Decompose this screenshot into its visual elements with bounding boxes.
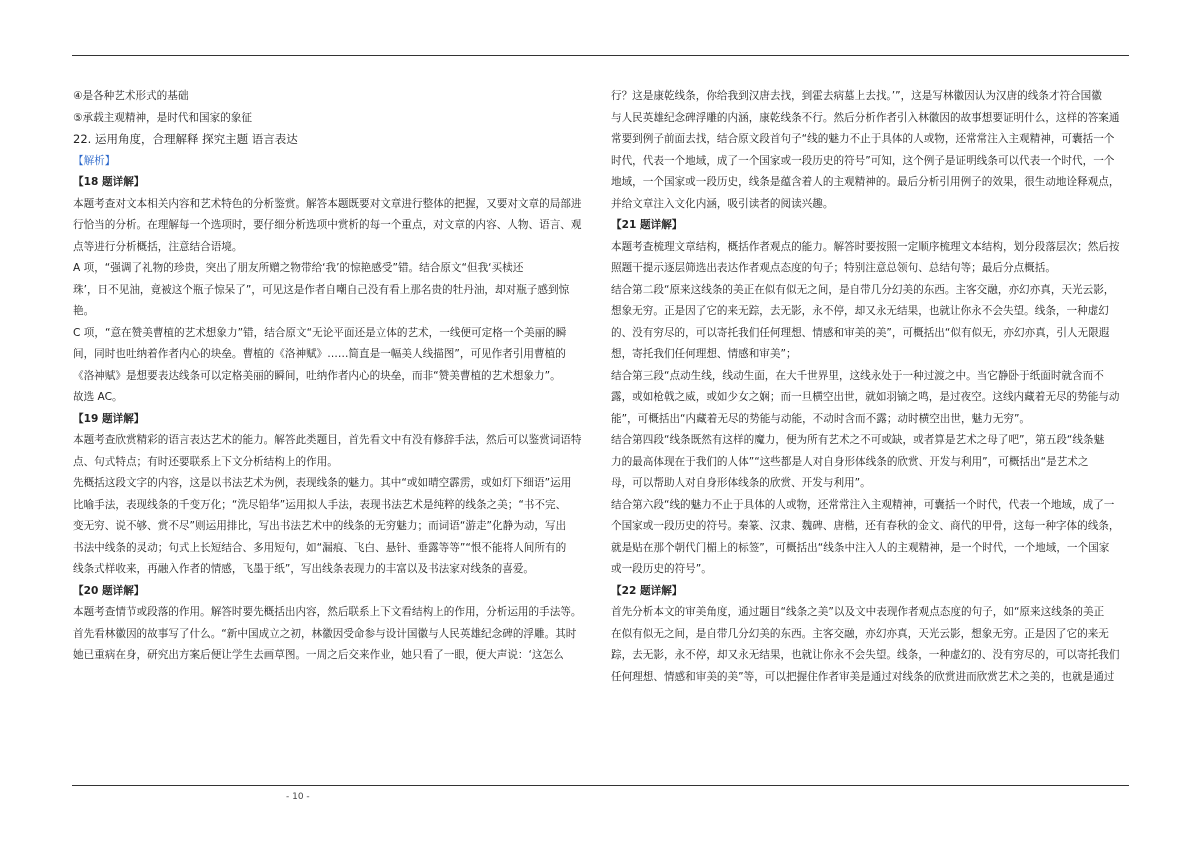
section-heading: 【19 题详解】 xyxy=(73,412,145,425)
text-line: 露，或如枪戟之威，或如少女之娴；而一旦横空出世，就如羽镝之鸣，是过夜空。这线内藏着无尽的势能与动 xyxy=(611,391,1120,403)
text-line: 个国家或一段历史的符号。秦篆、汉隶、魏碑、唐楷，还有春秋的金文、商代的甲骨，这每一种字体的线条， xyxy=(611,520,1120,532)
text-line: 首先看林徽因的故事写了什么。“新中国成立之初，林徽因受命参与设计国徽与人民英雄纪念碑的浮雕。其时 xyxy=(73,627,577,640)
text-line: 在似有似无之间，是自带几分幻美的东西。主客交融，亦幻亦真，天光云影，想象无穷。正是因了它的来无 xyxy=(611,627,1109,640)
text-line: 珠’，日不见油，竟被这个瓶子惊呆了”，可见这是作者自嘲自己没有看上那名贵的牡丹油，却对瓶子感到惊 xyxy=(73,283,570,296)
text-line: 想象无穷。正是因了它的来无踪，去无影，永不停，却又永无结果，也就让你永不会失望。线条，一种虚幻 xyxy=(611,305,1109,317)
text-line: 结合第二段“原来这线条的美正在似有似无之间，是自带几分幻美的东西。主客交融，亦幻亦真，天光云影， xyxy=(611,283,1115,296)
text-line: 常要到例子前面去找，结合原文段首句子“线的魅力不止于具体的人或物，还常常注入主观精神，可囊括一个 xyxy=(611,133,1115,145)
section-heading: 【21 题详解】 xyxy=(611,219,683,231)
text-line: 故选 AC。 xyxy=(73,391,123,403)
text-line: 行恰当的分析。在理解每一个选项时，要仔细分析选项中赏析的每一个重点，对文章的内容、人物、语言、观 xyxy=(73,219,582,231)
page-number: - 10 - xyxy=(286,792,310,802)
analysis-label: 【解析】 xyxy=(73,154,116,167)
text-line: 本题考查情节或段落的作用。解答时要先概括出内容，然后联系上下文看结构上的作用，分析运用的手法等。 xyxy=(73,606,582,618)
footer-rule xyxy=(72,785,1129,786)
text-line: 的、没有穷尽的，可以寄托我们任何理想、情感和审美的美”，可概括出“似有似无，亦幻亦真，引人无限遐 xyxy=(611,326,1110,339)
text-line: 任何理想、情感和审美的美”等，可以把握住作者审美是通过对线条的欣赏进而欣赏艺术之美的，也就是通过 xyxy=(611,670,1115,683)
text-line: 间，同时也吐纳着作者内心的块垒。曹植的《洛神赋》……简直是一幅美人线描图”，可见作者引用曹植的 xyxy=(73,348,566,360)
header-rule xyxy=(72,55,1129,56)
text-line: 母，可以帮助人对自身形体线条的欣赏、开发与利用”。 xyxy=(611,477,871,489)
text-line: 踪，去无影，永不停，却又永无结果，也就让你永不会失望。线条，一种虚幻的、没有穷尽的，可以寄托我们 xyxy=(611,649,1120,661)
text-line: 与人民英雄纪念碑浮雕的内涵，康乾线条不行。然后分析作者引入林徽因的故事想要证明什么，这样的答案通 xyxy=(611,111,1120,124)
text-line: 时代，代表一个地域，成了一个国家或一段历史的符号”可知，这个例子是证明线条可以代表一个时代，一个 xyxy=(611,154,1115,167)
text-line: 结合第四段“线条既然有这样的魔力，便为所有艺术之不可或缺，或者算是艺术之母了吧”，第五段“线条魅 xyxy=(611,434,1105,446)
text-line: 本题考查梳理文章结构，概括作者观点的能力。解答时要按照一定顺序梳理文本结构，划分段落层次；然后按 xyxy=(611,240,1120,253)
text-line: 线条式样收来，再融入作者的情感，飞墨于纸”，写出线条表现力的丰富以及书法家对线条的喜爱。 xyxy=(73,563,535,575)
text-line: 结合第六段“线的魅力不止于具体的人或物，还常常注入主观精神，可囊括一个时代，代表一个地域，成了一 xyxy=(611,498,1115,511)
right-column xyxy=(611,86,1127,688)
text-line: 点、句式特点；有时还要联系上下文分析结构上的作用。 xyxy=(73,455,338,468)
text-line: A 项，“强调了礼物的珍贵，突出了朋友所赠之物带给‘我’的惊艳感受”错。结合原文“但我‘买椟还 xyxy=(73,262,524,274)
section-heading: 【22 题详解】 xyxy=(611,584,683,597)
text-line: 书法中线条的灵动；句式上长短结合、多用短句，如“漏痕、飞白、悬针、垂露等等”“恨不能将人间所有的 xyxy=(73,541,567,554)
text-line: 艳。 xyxy=(73,305,95,317)
text-line: 《洛神赋》是想要表达线条可以定格美丽的瞬间，吐纳作者内心的块垒，而非“赞美曹植的艺术想象力”。 xyxy=(73,369,561,382)
text-line: 她已重病在身，研究出方案后便让学生去画草图。一周之后交来作业，她只看了一眼，便大声说：‘这怎么 xyxy=(73,649,564,661)
text-line: 或一段历史的符号”。 xyxy=(611,563,712,575)
section-heading: 【20 题详解】 xyxy=(73,584,145,597)
text-line: 本题考查对文本相关内容和艺术特色的分析鉴赏。解答本题既要对文章进行整体的把握，又要对文章的局部进 xyxy=(73,197,582,210)
text-line: 先概括这段文字的内容，这是以书法艺术为例，表现线条的魅力。其中“或如晴空霹雳，或如灯下细语”运用 xyxy=(73,477,572,489)
text-line: 并给文章注入文化内涵，吸引读者的阅读兴趣。 xyxy=(611,197,834,210)
text-line: ⑤承载主观精神，是时代和国家的象征 xyxy=(73,111,252,124)
text-line: C 项，“意在赞美曹植的艺术想象力”错，结合原文“无论平面还是立体的艺术，一线便可定格一个美丽的瞬 xyxy=(73,326,567,339)
text-line: 力的最高体现在于我们的人体”“这些都是人对自身形体线条的欣赏、开发与利用”，可概括出“是艺术之 xyxy=(611,455,1089,468)
text-line: 首先分析本文的审美角度，通过题目“线条之美”以及文中表现作者观点态度的句子，如“原来这线条的美正 xyxy=(611,606,1105,618)
section-heading: 【18 题详解】 xyxy=(73,176,145,188)
text-line: 行？这是康乾线条，你给我到汉唐去找，到霍去病墓上去找。’”，这是写林徽因认为汉唐的线条才符合国徽 xyxy=(611,90,1102,102)
text-line: 本题考查欣赏精彩的语言表达艺术的能力。解答此类题目，首先看文中有没有修辞手法，然后可以鉴赏词语特 xyxy=(73,434,582,446)
text-line: 能”，可概括出“内藏着无尽的势能与动能，不动时含而不露；动时横空出世，魅力无穷”。 xyxy=(611,412,1031,425)
text-line: 地域，一个国家或一段历史，线条是蕴含着人的主观精神的。最后分析引用例子的效果，很生动地诠释观点， xyxy=(611,176,1120,188)
text-line: 想，寄托我们任何理想、情感和审美”； xyxy=(611,348,797,360)
text-line: 点等进行分析概括，注意结合语境。 xyxy=(73,240,243,253)
text-line: 照题干提示逐层筛选出表达作者观点态度的句子；特别注意总领句、总结句等；最后分点概括。 xyxy=(611,262,1056,274)
text-line: 比喻手法，表现线条的千变万化；“洗尽铅华”运用拟人手法，表现书法艺术是纯粹的线条之美；“书不完、 xyxy=(73,498,567,511)
text-line: ④是各种艺术形式的基础 xyxy=(73,90,189,102)
text-line: 变无穷、说不够、赏不尽”则运用排比，写出书法艺术中的线条的无穷魅力；而词语“游走”化静为动，写出 xyxy=(73,520,567,532)
text-line: 就是贴在那个朝代门楣上的标签”，可概括出“线条中注入人的主观精神，是一个时代，一个地域，一个国家 xyxy=(611,541,1110,554)
left-column xyxy=(73,86,591,667)
answer-line: 22. 运用角度，合理解释 探究主题 语言表达 xyxy=(73,132,298,146)
text-line: 结合第三段“点动生线，线动生面，在大千世界里，这线永处于一种过渡之中。当它静卧于纸面时就含而不 xyxy=(611,369,1104,382)
